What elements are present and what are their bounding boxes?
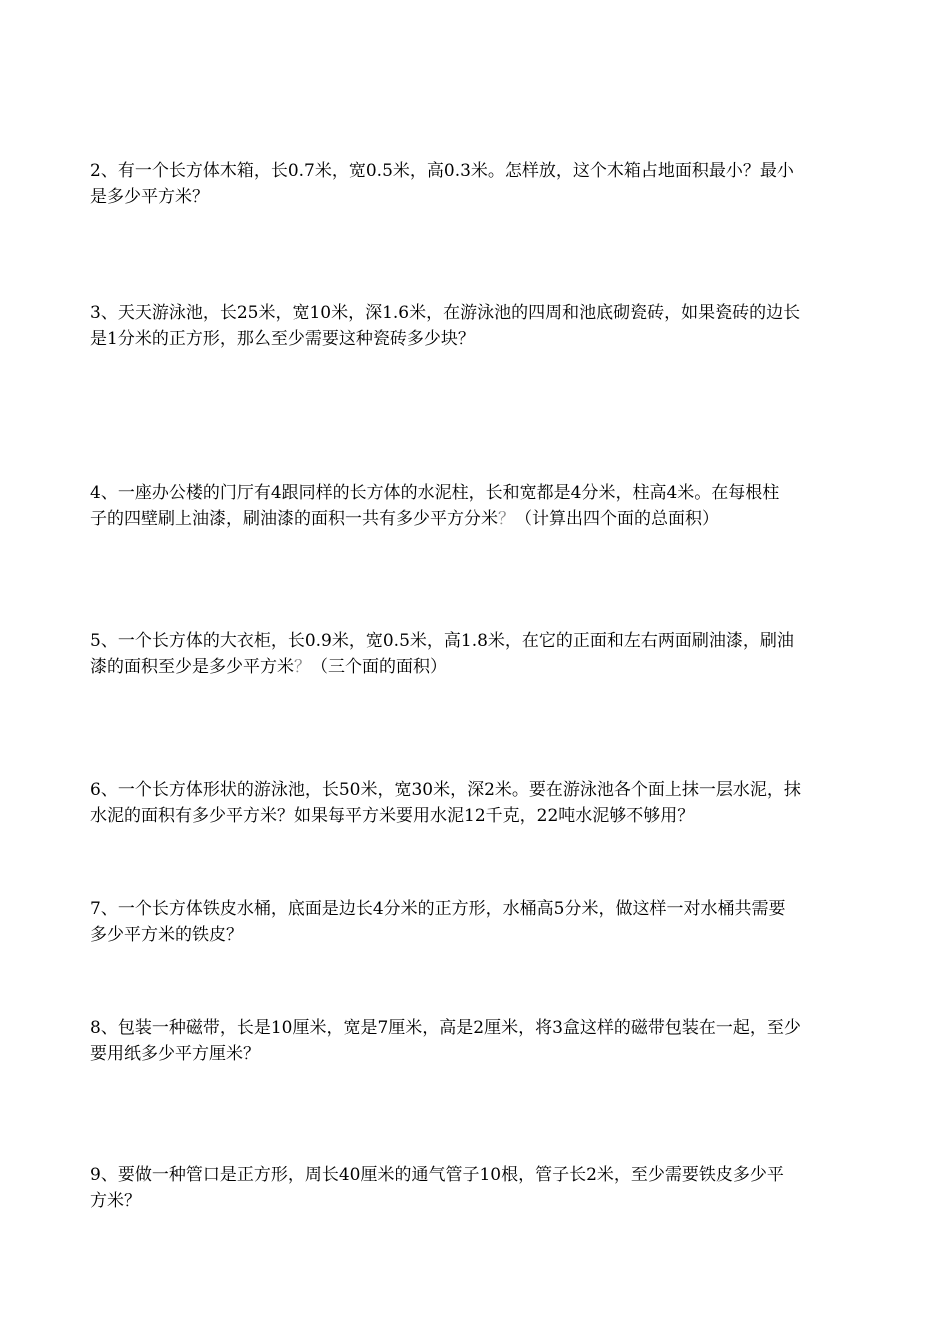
problem-text-line: 4、一座办公楼的门厅有4跟同样的长方体的水泥柱，长和宽都是4分米，柱高4米。在每根柱 — [90, 483, 780, 503]
problem-text-line: 8、包装一种磁带，长是10厘米，宽是7厘米，高是2厘米，将3盒这样的磁带包装在一起，至少 — [90, 1018, 801, 1038]
problem-note: （三个面的面积） — [311, 657, 447, 677]
problem-9 — [90, 1162, 865, 1214]
problem-note: （计算出四个面的总面积） — [515, 509, 719, 529]
problem-7 — [90, 896, 865, 948]
problem-2 — [90, 158, 865, 210]
problem-text-line-2 — [90, 654, 865, 680]
problem-6 — [90, 777, 865, 829]
problem-question: 子的四壁刷上油漆，刷油漆的面积一共有多少平方分米 — [90, 509, 498, 529]
problem-5 — [90, 628, 865, 680]
problem-text-line: 7、一个长方体铁皮水桶，底面是边长4分米的正方形，水桶高5分米，做这样一对水桶共需要 — [90, 899, 786, 919]
problem-text-line: 水泥的面积有多少平方米？如果每平方米要用水泥12千克，22吨水泥够不够用？ — [90, 806, 695, 826]
problem-text-line: 2、有一个长方体木箱，长0.7米，宽0.5米，高0.3米。怎样放，这个木箱占地面积最小？最小 — [90, 161, 794, 181]
problem-text-line: 是1分米的正方形，那么至少需要这种瓷砖多少块？ — [90, 329, 475, 349]
problem-text-line: 多少平方米的铁皮？ — [90, 925, 243, 945]
question-mark: ？ — [294, 657, 311, 677]
problem-text-line-2 — [90, 506, 865, 532]
problem-text-line: 是多少平方米？ — [90, 187, 209, 207]
problem-text-line: 要用纸多少平方厘米？ — [90, 1044, 260, 1064]
problem-text-line: 5、一个长方体的大衣柜，长0.9米，宽0.5米，高1.8米，在它的正面和左右两面刷油漆，刷油 — [90, 631, 794, 651]
problem-3 — [90, 300, 865, 352]
question-mark: ？ — [498, 509, 515, 529]
problem-text-line: 方米？ — [90, 1191, 141, 1211]
problem-text-line: 3、天天游泳池，长25米，宽10米，深1.6米，在游泳池的四周和池底砌瓷砖，如果瓷砖的边长 — [90, 303, 801, 323]
problem-4 — [90, 480, 865, 532]
problem-8 — [90, 1015, 865, 1067]
problem-text-line: 9、要做一种管口是正方形，周长40厘米的通气管子10根，管子长2米，至少需要铁皮多少平 — [90, 1165, 784, 1185]
problem-question: 漆的面积至少是多少平方米 — [90, 657, 294, 677]
problem-text-line: 6、一个长方体形状的游泳池，长50米，宽30米，深2米。要在游泳池各个面上抹一层水泥，抹 — [90, 780, 801, 800]
